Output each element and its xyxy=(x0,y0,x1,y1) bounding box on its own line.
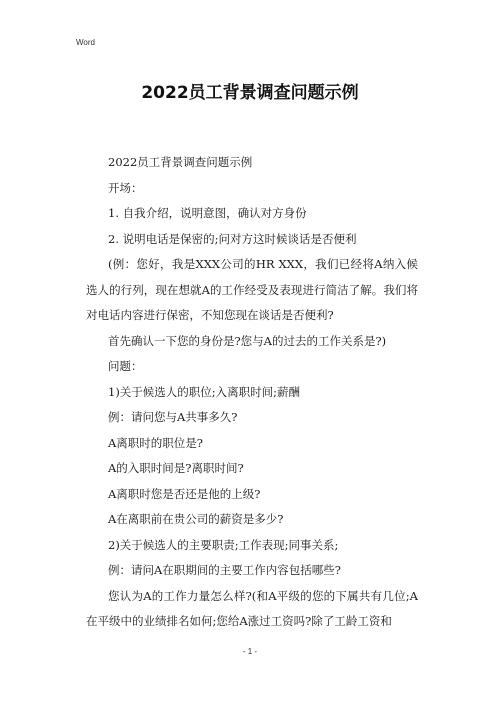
paragraph-opening: 开场： xyxy=(108,180,143,195)
paragraph-questions-heading: 问题： xyxy=(108,359,143,373)
paragraph-example-2: 例：请问A在职期间的主要工作内容包括哪些? xyxy=(108,563,341,577)
paragraph-example-1: 例：请问您与A共事多久? xyxy=(108,410,238,424)
paragraph-section-2: 2)关于候选人的主要职责;工作表现;同事关系; xyxy=(108,537,339,552)
paragraph-confirm-identity: 首先确认一下您的身份是?您与A的过去的工作关系是?) xyxy=(108,333,387,348)
paragraph-question-ability: 您认为A的工作力量怎么样?(和A平级的您的下属共有几位;A在平级中的业绩排名如何;您给A涨过工资吗?除了工龄工资和 xyxy=(86,588,418,628)
document-body xyxy=(86,150,418,635)
paragraph-question-salary: A在离职前在贵公司的薪资是多少? xyxy=(108,512,284,526)
paragraph-question-supervisor: A离职时您是否还是他的上级? xyxy=(108,486,261,501)
paragraph-section-1: 1)关于候选人的职位;入离职时间;薪酬 xyxy=(108,384,301,399)
paragraph-question-dates: A的入职时间是?离职时间? xyxy=(108,461,244,475)
paragraph-step-2: 2. 说明电话是保密的;问对方这时候谈话是否便利 xyxy=(108,231,357,246)
paragraph-step-1: 1. 自我介绍，说明意图，确认对方身份 xyxy=(108,206,307,220)
header-label: Word xyxy=(76,38,95,47)
document-title: 2022员工背景调查问题示例 xyxy=(141,83,359,103)
paragraph-subtitle: 2022员工背景调查问题示例 xyxy=(108,155,253,169)
page-number: - 1 - xyxy=(242,647,258,656)
paragraph-question-position: A离职时的职位是? xyxy=(108,435,203,450)
paragraph-example-intro: (例：您好，我是XXX公司的HR XXX，我们已经将A纳入候选人的行列，现在想就A的工作经受及表现进行简洁了解。我们将对电话内容进行保密，不知您现在谈话是否便利? xyxy=(86,257,418,322)
